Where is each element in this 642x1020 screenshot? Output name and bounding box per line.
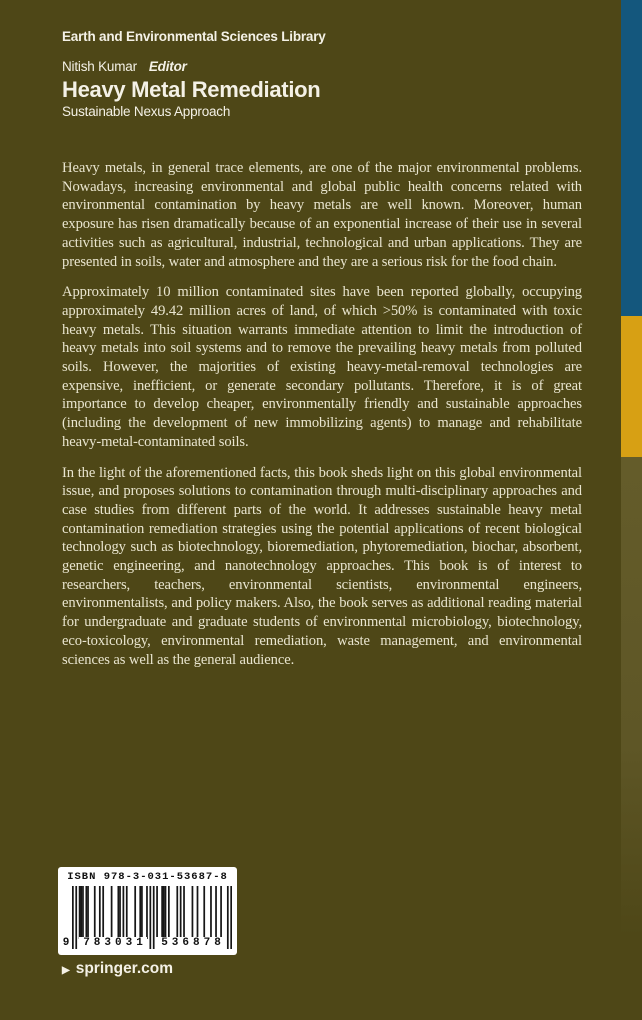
blurb-paragraph-1: Heavy metals, in general trace elements, are one of the major environmental problems. Nowadays, increasing environmental and global public health concerns related with environmental contamination by heavy metals are well known. Moreover, human exposure has risen dramatically because of an exponential increase of their use in several activities such as agricultural, industrial, technological and urban applications. They are presented in soils, water and atmosphere and they are a serious risk for the food chain. <box>62 160 582 270</box>
editor-line <box>62 59 187 74</box>
book-title: Heavy Metal Remediation <box>62 77 321 102</box>
series-title: Earth and Environmental Sciences Library <box>62 29 326 44</box>
right-triangle-icon: ▶ <box>62 964 70 976</box>
editor-name: Nitish Kumar <box>62 59 137 74</box>
blurb-paragraph-3: In the light of the aforementioned facts, this book sheds light on this global environmental issue, and proposes solutions to contamination through multi-disciplinary approaches and case studies from different parts of the world. It addresses sustainable heavy metal contamination remediation strategies using the potential applications of recent biological technology such as biotechnology, bioremediation, phytoremediation, biochar, absorbent, genetic engineering, and nanotechnology approaches. This book is of interest to researchers, teachers, environmental scientists, environmental engineers, environmentalists, and policy makers. Also, the book serves as additional reading material for undergraduate and graduate students of environmental microbiology, biotechnology, eco-toxicology, environmental remediation, waste management, and environmental sciences as well as the general audience. <box>62 464 582 668</box>
ean-digit-group-2: 536878 <box>156 937 226 950</box>
isbn-number-label: ISBN 978-3-031-53687-8 <box>67 871 228 883</box>
back-cover-blurb <box>62 159 582 681</box>
edge-light-strip <box>621 457 642 937</box>
blurb-paragraph-2: Approximately 10 million contaminated sites have been reported globally, occupying approximately 49.42 million acres of land, of which >50% is contaminated with toxic heavy metals. This situation warrants immediate attention to limit the introduction of heavy metals into soil systems and to remove the prevailing heavy metals from polluted soils. However, the majorities of existing heavy-metal-removal technologies are expensive, inefficient, or generate secondary pollutants. Therefore, it is of great importance to develop cheaper, environmentally friendly and sustainable approaches (including the development of new immobilizing agents) to manage and rehabilitate heavy-metal-contaminated soils. <box>62 284 582 450</box>
book-subtitle: Sustainable Nexus Approach <box>62 104 231 119</box>
publisher-website-label: springer.com <box>75 960 174 977</box>
publisher-website <box>62 960 173 978</box>
cover-edge-band <box>621 0 642 1020</box>
edge-gold-strip <box>621 316 642 457</box>
isbn-barcode-panel <box>58 867 237 955</box>
editor-role: Editor <box>148 59 187 74</box>
ean-leading-digit: 9 <box>62 937 70 949</box>
ean-digit-group-1: 783031 <box>79 937 147 950</box>
edge-blue-strip <box>621 0 642 316</box>
